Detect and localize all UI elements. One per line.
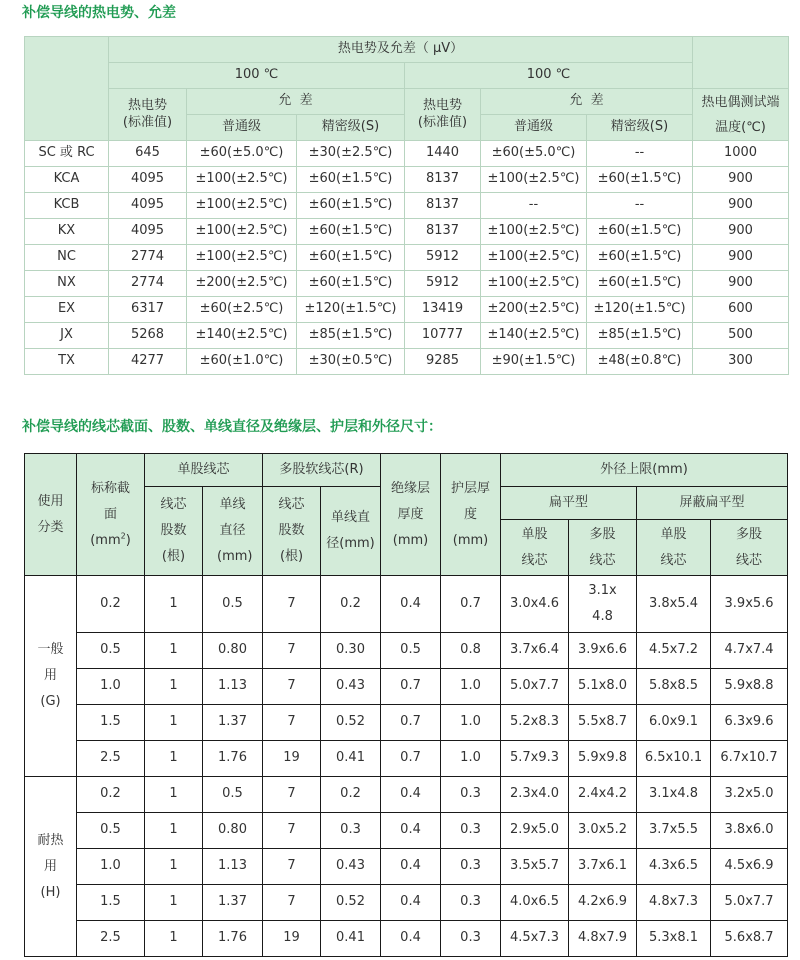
table2-usage-header: 使用分类 [25, 454, 77, 576]
table2-flat-single-cell: 5.2x8.3 [501, 705, 569, 741]
table2-shield-single-cell: 5.3x8.1 [637, 921, 711, 957]
table1-emf2-cell: 5912 [405, 271, 481, 297]
table2-sheath-cell: 0.3 [441, 921, 501, 957]
table1-normal2-cell: ±100(±2.5℃) [481, 245, 587, 271]
table2-flat-single-cell: 4.5x7.3 [501, 921, 569, 957]
table1-type-cell: TX [25, 349, 109, 375]
table2-shield-single-cell: 3.7x5.5 [637, 813, 711, 849]
table1-header-row-1 [25, 37, 789, 63]
table2-flat-multi-header: 多股线芯 [569, 520, 637, 576]
table1-row [25, 141, 789, 167]
table1-test-temp-cell: 1000 [693, 141, 789, 167]
table1-test-temp-cell: 600 [693, 297, 789, 323]
table1-precise2-cell: ±60(±1.5℃) [587, 167, 693, 193]
table1-normal1-cell: ±200(±2.5℃) [187, 271, 297, 297]
table2-flat-multi-cell: 3.1x 4.8 [569, 576, 637, 633]
table1-test-temp-cell: 500 [693, 323, 789, 349]
table1-std1-label: (标准值) [122, 114, 173, 130]
table2-insul-cell: 0.4 [381, 849, 441, 885]
table1-std2-label: (标准值) [417, 114, 468, 130]
table1-temp2-header: 100 ℃ [405, 63, 693, 89]
table1-emf2-header [405, 89, 481, 141]
table1-row [25, 297, 789, 323]
table2-m-dia-header: 单线直径(mm) [321, 487, 381, 576]
table1-normal2-header: 普通级 [481, 115, 587, 141]
table1-header-row-3 [25, 89, 789, 115]
table1-test-temp-header: 热电偶测试端温度(℃) [693, 89, 789, 141]
table2-row [25, 705, 788, 741]
table1-test-temp-cell: 900 [693, 167, 789, 193]
table1-emf2-cell: 8137 [405, 219, 481, 245]
table1-test-temp-cell: 900 [693, 219, 789, 245]
table2-row [25, 849, 788, 885]
table1-normal2-cell: ±90(±1.5℃) [481, 349, 587, 375]
table1-body [25, 141, 789, 375]
table1-normal1-cell: ±140(±2.5℃) [187, 323, 297, 349]
table1-emf1-cell: 2774 [109, 271, 187, 297]
table1-emf2-cell: 9285 [405, 349, 481, 375]
table1-emf1-cell: 2774 [109, 245, 187, 271]
table2-s-dia-cell: 1.76 [203, 741, 263, 777]
table2-flat-multi-cell: 5.1x8.0 [569, 669, 637, 705]
table2-s-dia-cell: 0.5 [203, 777, 263, 813]
table2-s-dia-cell: 1.37 [203, 705, 263, 741]
table2-sheath-cell: 0.7 [441, 576, 501, 633]
table2-s-count-cell: 1 [145, 669, 203, 705]
table2-shield-single-cell: 3.1x4.8 [637, 777, 711, 813]
table2-single-header: 单股线芯 [145, 454, 263, 487]
table2-flat-single-cell: 4.0x6.5 [501, 885, 569, 921]
table1-type-cell: KCA [25, 167, 109, 193]
table2-s-count-cell: 1 [145, 705, 203, 741]
table2-insul-cell: 0.4 [381, 576, 441, 633]
table2-row [25, 633, 788, 669]
table2-section-cell: 1.5 [77, 885, 145, 921]
table2-m-dia-cell: 0.52 [321, 705, 381, 741]
table2-flat-single-cell: 3.5x5.7 [501, 849, 569, 885]
table1-emf2-label: 热电势 [422, 98, 462, 114]
table1-emf1-header [109, 89, 187, 141]
table2-s-count-header: 线芯股数(根) [145, 487, 203, 576]
emf-tolerance-table [24, 36, 789, 375]
table2-shield-multi-cell: 4.5x6.9 [711, 849, 788, 885]
table1-precise2-header: 精密级(S) [587, 115, 693, 141]
table1-precise1-cell: ±60(±1.5℃) [297, 271, 405, 297]
table2-insul-cell: 0.4 [381, 885, 441, 921]
table1-emf1-cell: 4277 [109, 349, 187, 375]
table1-normal2-cell: ±200(±2.5℃) [481, 297, 587, 323]
table1-test-temp-cell: 300 [693, 349, 789, 375]
table2-header-row-1 [25, 454, 788, 487]
table1-precise1-cell: ±60(±1.5℃) [297, 245, 405, 271]
table2-section-cell: 0.5 [77, 813, 145, 849]
table2-flat-multi-cell: 3.9x6.6 [569, 633, 637, 669]
table2-section-cell: 2.5 [77, 741, 145, 777]
table2-sheath-cell: 0.3 [441, 777, 501, 813]
table1-emf1-cell: 4095 [109, 167, 187, 193]
table2-m-count-cell: 7 [263, 885, 321, 921]
table1-type-cell: KX [25, 219, 109, 245]
table2-shield-multi-cell: 4.7x7.4 [711, 633, 788, 669]
table2-m-count-cell: 7 [263, 576, 321, 633]
table1-type-cell: SC 或 RC [25, 141, 109, 167]
table1-emf2-cell: 10777 [405, 323, 481, 349]
table1-normal1-header: 普通级 [187, 115, 297, 141]
table1-normal1-cell: ±60(±5.0℃) [187, 141, 297, 167]
table2-shield-multi-cell: 5.9x8.8 [711, 669, 788, 705]
table2-shield-multi-cell: 6.7x10.7 [711, 741, 788, 777]
dimension-table [24, 453, 788, 957]
table2-m-dia-cell: 0.3 [321, 813, 381, 849]
table2-row [25, 885, 788, 921]
table2-m-count-cell: 19 [263, 921, 321, 957]
table2-shield-single-cell: 5.8x8.5 [637, 669, 711, 705]
table2-shield-single-cell: 4.3x6.5 [637, 849, 711, 885]
table2-row [25, 777, 788, 813]
table2-m-count-cell: 19 [263, 741, 321, 777]
table2-section-header [77, 454, 145, 576]
table1-emf1-cell: 5268 [109, 323, 187, 349]
table2-usage-cell: 耐热用(H) [25, 777, 77, 957]
table2-s-count-cell: 1 [145, 576, 203, 633]
table1-precise1-cell: ±120(±1.5℃) [297, 297, 405, 323]
table1-header-row-2 [25, 63, 789, 89]
table2-row [25, 669, 788, 705]
table1-precise2-cell: ±48(±0.8℃) [587, 349, 693, 375]
table2-m-dia-cell: 0.30 [321, 633, 381, 669]
table2-flat-header: 扁平型 [501, 487, 637, 520]
table2-shield-multi-cell: 3.8x6.0 [711, 813, 788, 849]
table1-emf2-cell: 8137 [405, 167, 481, 193]
table1-precise1-cell: ±30(±0.5℃) [297, 349, 405, 375]
table1-corner-cell [25, 37, 109, 141]
table1-row [25, 167, 789, 193]
table2-m-dia-cell: 0.43 [321, 669, 381, 705]
table2-sheath-cell: 0.3 [441, 813, 501, 849]
table2-section-cell: 0.5 [77, 633, 145, 669]
table2-shield-flat-header: 屏蔽扁平型 [637, 487, 788, 520]
table1-precise1-header: 精密级(S) [297, 115, 405, 141]
table1-emf2-cell: 13419 [405, 297, 481, 323]
table1-normal2-cell: ±60(±5.0℃) [481, 141, 587, 167]
table2-insul-cell: 0.7 [381, 705, 441, 741]
table1-blank-header [693, 37, 789, 89]
table1-test-temp-cell: 900 [693, 245, 789, 271]
table2-row [25, 576, 788, 633]
table1-type-cell: EX [25, 297, 109, 323]
table1-type-cell: NX [25, 271, 109, 297]
table2-insul-cell: 0.7 [381, 669, 441, 705]
table1-row [25, 323, 789, 349]
table2-shield-single-cell: 4.5x7.2 [637, 633, 711, 669]
table1-temp1-header: 100 ℃ [109, 63, 405, 89]
table2-s-count-cell: 1 [145, 633, 203, 669]
table1-normal2-cell: ±140(±2.5℃) [481, 323, 587, 349]
table1-normal2-cell: -- [481, 193, 587, 219]
table2-insul-cell: 0.5 [381, 633, 441, 669]
table2-insul-cell: 0.4 [381, 813, 441, 849]
table1-normal2-cell: ±100(±2.5℃) [481, 167, 587, 193]
table2-flat-single-cell: 2.3x4.0 [501, 777, 569, 813]
table1-precise1-cell: ±85(±1.5℃) [297, 323, 405, 349]
table2-s-dia-cell: 1.37 [203, 885, 263, 921]
table2-insul-header: 绝缘层厚度(mm) [381, 454, 441, 576]
table2-shield-multi-header: 多股线芯 [711, 520, 788, 576]
table2-flat-single-cell: 3.7x6.4 [501, 633, 569, 669]
table2-s-dia-cell: 1.13 [203, 849, 263, 885]
table1-emf2-cell: 5912 [405, 245, 481, 271]
table2-s-count-cell: 1 [145, 741, 203, 777]
table2-m-dia-cell: 0.43 [321, 849, 381, 885]
table1-type-cell: JX [25, 323, 109, 349]
table2-flat-multi-cell: 3.0x5.2 [569, 813, 637, 849]
table2-shield-single-header: 单股线芯 [637, 520, 711, 576]
table2-shield-single-cell: 4.8x7.3 [637, 885, 711, 921]
table2-m-count-cell: 7 [263, 777, 321, 813]
table2-s-dia-header: 单线直径(mm) [203, 487, 263, 576]
section1-title: 补偿导线的热电势、允差 [22, 5, 176, 21]
table1-normal1-cell: ±100(±2.5℃) [187, 219, 297, 245]
table1-emf1-label: 热电势 [127, 98, 167, 114]
table1-normal2-cell: ±100(±2.5℃) [481, 271, 587, 297]
section2-title: 补偿导线的线芯截面、股数、单线直径及绝缘层、护层和外径尺寸： [22, 419, 442, 435]
table2-row [25, 921, 788, 957]
table1-precise2-cell: ±85(±1.5℃) [587, 323, 693, 349]
table1-normal2-cell: ±100(±2.5℃) [481, 219, 587, 245]
table2-s-count-cell: 1 [145, 777, 203, 813]
table2-sheath-cell: 1.0 [441, 741, 501, 777]
table2-flat-single-cell: 5.0x7.7 [501, 669, 569, 705]
table1-emf1-cell: 4095 [109, 193, 187, 219]
table2-insul-cell: 0.4 [381, 921, 441, 957]
table2-row [25, 741, 788, 777]
table1-row [25, 219, 789, 245]
table1-emf2-cell: 8137 [405, 193, 481, 219]
table1-normal1-cell: ±100(±2.5℃) [187, 167, 297, 193]
table2-outer-header: 外径上限(mm) [501, 454, 788, 487]
table2-insul-cell: 0.4 [381, 777, 441, 813]
table2-s-dia-cell: 0.80 [203, 633, 263, 669]
table1-precise1-cell: ±60(±1.5℃) [297, 167, 405, 193]
table2-flat-single-header: 单股线芯 [501, 520, 569, 576]
table2-sheath-cell: 1.0 [441, 705, 501, 741]
table2-flat-multi-cell: 5.9x9.8 [569, 741, 637, 777]
table2-insul-cell: 0.7 [381, 741, 441, 777]
table1-tol2-header: 允 差 [481, 89, 693, 115]
table2-m-dia-cell: 0.52 [321, 885, 381, 921]
table1-precise2-cell: -- [587, 193, 693, 219]
table2-m-count-cell: 7 [263, 633, 321, 669]
table2-sheath-cell: 1.0 [441, 669, 501, 705]
table1-tol1-header: 允 差 [187, 89, 405, 115]
table2-m-dia-cell: 0.41 [321, 921, 381, 957]
table2-flat-multi-cell: 2.4x4.2 [569, 777, 637, 813]
table2-shield-single-cell: 3.8x5.4 [637, 576, 711, 633]
table2-m-count-cell: 7 [263, 669, 321, 705]
table2-shield-multi-cell: 5.0x7.7 [711, 885, 788, 921]
table2-s-dia-cell: 0.80 [203, 813, 263, 849]
table1-emf1-cell: 645 [109, 141, 187, 167]
table2-m-dia-cell: 0.2 [321, 576, 381, 633]
table2-flat-single-cell: 3.0x4.6 [501, 576, 569, 633]
table2-body [25, 576, 788, 957]
table1-row [25, 271, 789, 297]
table2-m-count-cell: 7 [263, 849, 321, 885]
table2-section-cell: 1.5 [77, 705, 145, 741]
table2-section-close: ) [125, 532, 131, 548]
table2-section-cell: 0.2 [77, 777, 145, 813]
table2-m-count-header: 线芯股数(根) [263, 487, 321, 576]
table2-flat-multi-cell: 4.2x6.9 [569, 885, 637, 921]
table2-m-count-cell: 7 [263, 813, 321, 849]
table1-precise2-cell: -- [587, 141, 693, 167]
table2-section-sup: 2 [120, 531, 126, 541]
table2-shield-multi-cell: 5.6x8.7 [711, 921, 788, 957]
table1-test-temp-cell: 900 [693, 193, 789, 219]
table2-sheath-cell: 0.8 [441, 633, 501, 669]
table2-sheath-cell: 0.3 [441, 885, 501, 921]
table2-flat-single-cell: 2.9x5.0 [501, 813, 569, 849]
table1-type-cell: KCB [25, 193, 109, 219]
table1-row [25, 349, 789, 375]
table2-usage-cell: 一般用(G) [25, 576, 77, 777]
table2-section-cell: 1.0 [77, 849, 145, 885]
table2-multi-header: 多股软线芯(R) [263, 454, 381, 487]
table2-s-dia-cell: 0.5 [203, 576, 263, 633]
table2-s-count-cell: 1 [145, 849, 203, 885]
table1-emf2-cell: 1440 [405, 141, 481, 167]
table2-section-cell: 2.5 [77, 921, 145, 957]
table2-shield-single-cell: 6.5x10.1 [637, 741, 711, 777]
table2-s-count-cell: 1 [145, 885, 203, 921]
table2-m-dia-cell: 0.41 [321, 741, 381, 777]
table1-precise2-cell: ±60(±1.5℃) [587, 271, 693, 297]
table2-section-label: 标称截面(mm [90, 480, 130, 548]
table2-sheath-cell: 0.3 [441, 849, 501, 885]
table1-group-header: 热电势及允差（ μV） [109, 37, 693, 63]
table2-flat-multi-cell: 4.8x7.9 [569, 921, 637, 957]
table1-precise2-cell: ±60(±1.5℃) [587, 245, 693, 271]
table1-test-temp-cell: 900 [693, 271, 789, 297]
table1-precise2-cell: ±120(±1.5℃) [587, 297, 693, 323]
table2-s-count-cell: 1 [145, 921, 203, 957]
table2-flat-multi-cell: 3.7x6.1 [569, 849, 637, 885]
table1-row [25, 245, 789, 271]
table1-normal1-cell: ±100(±2.5℃) [187, 245, 297, 271]
table2-shield-single-cell: 6.0x9.1 [637, 705, 711, 741]
table2-s-dia-cell: 1.13 [203, 669, 263, 705]
table1-precise1-cell: ±60(±1.5℃) [297, 193, 405, 219]
table1-precise1-cell: ±30(±2.5℃) [297, 141, 405, 167]
table1-emf1-cell: 4095 [109, 219, 187, 245]
table2-m-count-cell: 7 [263, 705, 321, 741]
table2-sheath-header: 护层厚度(mm) [441, 454, 501, 576]
table2-m-dia-cell: 0.2 [321, 777, 381, 813]
table1-normal1-cell: ±60(±1.0℃) [187, 349, 297, 375]
table2-shield-multi-cell: 3.2x5.0 [711, 777, 788, 813]
table1-precise1-cell: ±60(±1.5℃) [297, 219, 405, 245]
table2-s-dia-cell: 1.76 [203, 921, 263, 957]
table2-section-cell: 0.2 [77, 576, 145, 633]
table1-row [25, 193, 789, 219]
table2-row [25, 813, 788, 849]
table1-type-cell: NC [25, 245, 109, 271]
table2-shield-multi-cell: 3.9x5.6 [711, 576, 788, 633]
table2-flat-multi-cell: 5.5x8.7 [569, 705, 637, 741]
table1-normal1-cell: ±60(±2.5℃) [187, 297, 297, 323]
table1-emf1-cell: 6317 [109, 297, 187, 323]
table2-flat-single-cell: 5.7x9.3 [501, 741, 569, 777]
table2-shield-multi-cell: 6.3x9.6 [711, 705, 788, 741]
table1-normal1-cell: ±100(±2.5℃) [187, 193, 297, 219]
table2-s-count-cell: 1 [145, 813, 203, 849]
table1-precise2-cell: ±60(±1.5℃) [587, 219, 693, 245]
table2-section-cell: 1.0 [77, 669, 145, 705]
